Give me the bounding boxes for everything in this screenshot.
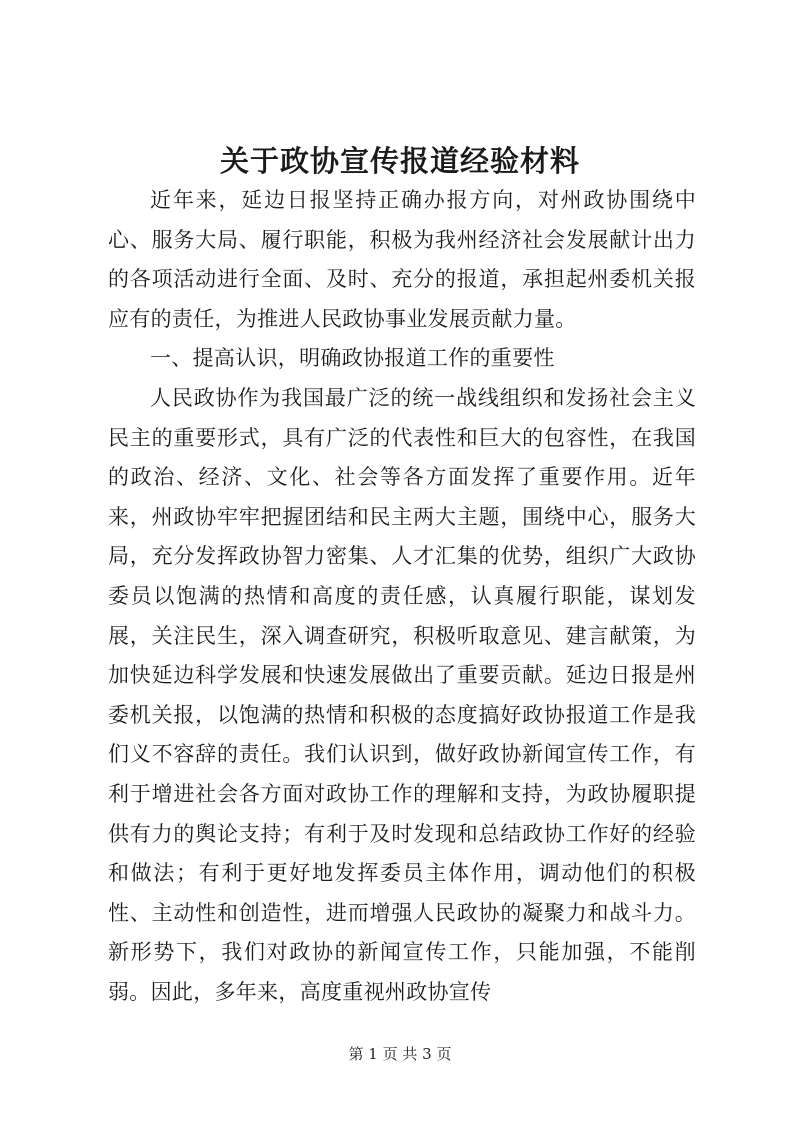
paragraph-section-one: 人民政协作为我国最广泛的统一战线组织和发扬社会主义民主的重要形式，具有广泛的代表性和巨大的包容性，在我国的政治、经济、文化、社会等各方面发挥了重要作用。近年来，州政协牢牢把握团结和民主两大主题，围绕中心，服务大局，充分发挥政协智力密集、人才汇集的优势，组织广大政协委员以饱满的热情和高度的责任感，认真履行职能，谋划发展，关注民生，深入调查研究，积极听取意见、建言献策，为加快延边科学发展和快速发展做出了重要贡献。延边日报是州委机关报，以饱满的热情和积极的态度搞好政协报道工作是我们义不容辞的责任。我们认识到，做好政协新闻宣传工作，有利于增进社会各方面对政协工作的理解和支持，为政协履职提供有力的舆论支持；有利于及时发现和总结政协工作好的经验和做法；有利于更好地发挥委员主体作用，调动他们的积极性、主动性和创造性，进而增强人民政协的凝聚力和战斗力。新形势下，我们对政协的新闻宣传工作，只能加强，不能削弱。因此，多年来，高度重视州政协宣传	[108, 385, 696, 1004]
paragraph-intro: 近年来，延边日报坚持正确办报方向，对州政协围绕中心、服务大局、履行职能，积极为我州经济社会发展献计出力的各项活动进行全面、及时、充分的报道，承担起州委机关报应有的责任，为推进人民政协事业发展贡献力量。	[108, 188, 696, 331]
document-body	[108, 181, 696, 1012]
document-title: 关于政协宣传报道经验材料	[219, 144, 580, 178]
page-number-footer: 第 1 页 共 3 页	[348, 1045, 452, 1063]
section-heading: 一、提高认识，明确政协报道工作的重要性	[150, 346, 555, 371]
